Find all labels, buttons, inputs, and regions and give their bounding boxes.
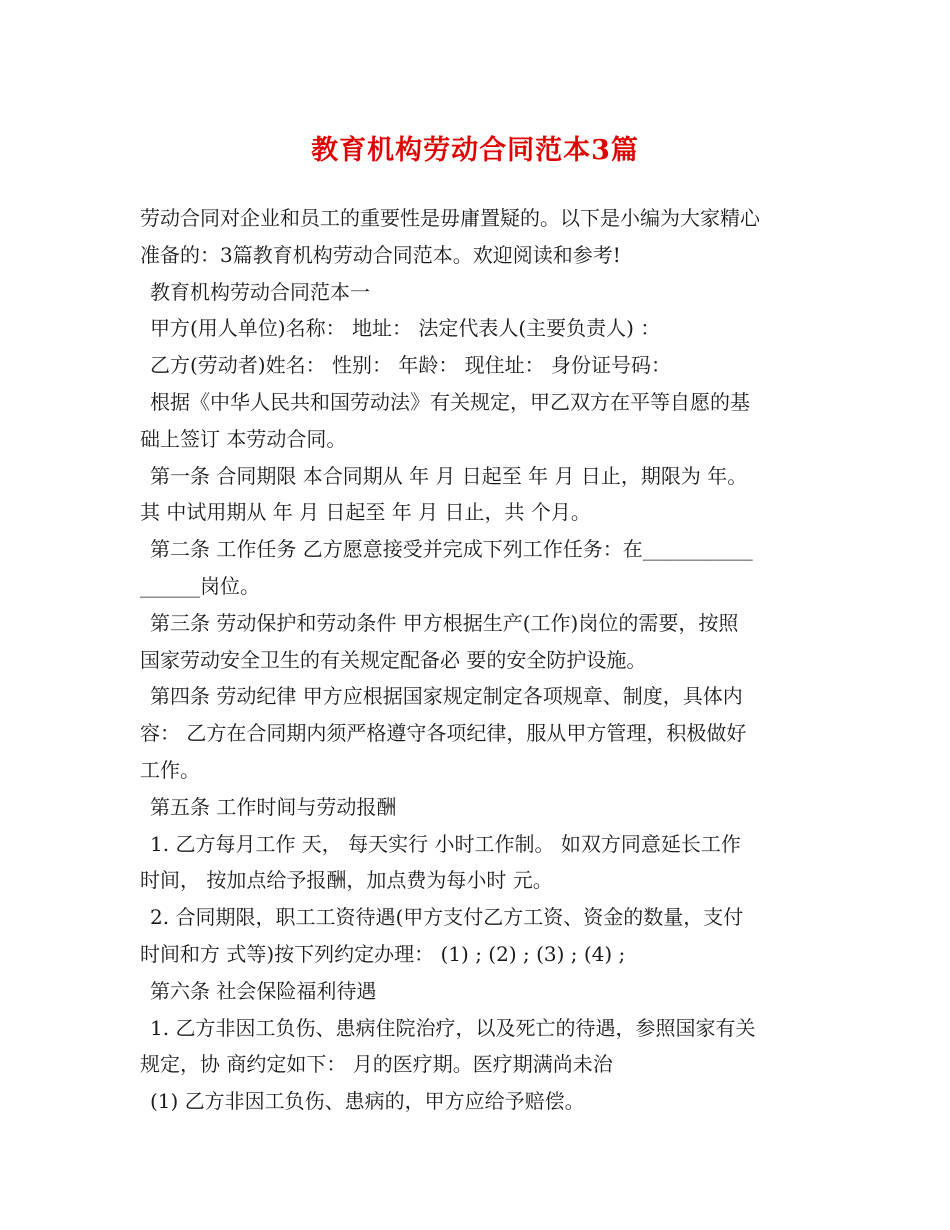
section-heading: 教育机构劳动合同范本一 <box>150 279 370 304</box>
paragraph-line: 时间和方 式等)按下列约定办理： (1) ; (2) ; (3) ; (4) ; <box>140 941 626 966</box>
paragraph-line: 第三条 劳动保护和劳动条件 甲方根据生产(工作)岗位的需要，按照 <box>150 610 739 635</box>
paragraph-line: 2. 合同期限，职工工资待遇(甲方支付乙方工资、资金的数量，支付 <box>150 905 744 930</box>
paragraph-line: 其 中试用期从 年 月 日起至 年 月 日止，共 个月。 <box>140 500 591 525</box>
paragraph-line: 第二条 工作任务 乙方愿意接受并完成下列工作任务：在___________ <box>150 537 753 562</box>
paragraph-line: 时间， 按加点给予报酬，加点费为每小时 元。 <box>140 868 553 893</box>
paragraph-line: 甲方(用人单位)名称： 地址： 法定代表人(主要负责人) ： <box>150 316 661 341</box>
paragraph-line: 国家劳动安全卫生的有关规定配备必 要的安全防护设施。 <box>140 647 647 672</box>
paragraph-line: 第六条 社会保险福利待遇 <box>150 978 377 1003</box>
paragraph-line: 第一条 合同期限 本合同期从 年 月 日起至 年 月 日止，期限为 年。 <box>150 463 748 488</box>
document-title: 教育机构劳动合同范本3篇 <box>311 135 639 166</box>
paragraph-line: 第五条 工作时间与劳动报酬 <box>150 794 397 819</box>
paragraph-line: 劳动合同对企业和员工的重要性是毋庸置疑的。以下是小编为大家精心 <box>140 206 760 230</box>
paragraph-line: 乙方(劳动者)姓名： 性别： 年龄： 现住址： 身份证号码： <box>150 353 672 378</box>
paragraph-line: ______岗位。 <box>140 573 260 598</box>
paragraph-line: 工作。 <box>140 757 200 782</box>
paragraph-line: 础上签订 本劳动合同。 <box>140 426 347 451</box>
paragraph-line: 第四条 劳动纪律 甲方应根据国家规定制定各项规章、制度，具体内 <box>150 684 743 709</box>
paragraph-line: 1. 乙方每月工作 天， 每天实行 小时工作制。 如双方同意延长工作 <box>150 831 741 856</box>
document-body <box>140 200 820 1120</box>
paragraph-line: 规定，协 商约定如下： 月的医疗期。医疗期满尚未治 <box>140 1052 613 1077</box>
paragraph-line: 容： 乙方在合同期内须严格遵守各项纪律，服从甲方管理，积极做好 <box>140 721 747 746</box>
paragraph-line: 准备的：3篇教育机构劳动合同范本。欢迎阅读和参考! <box>140 242 621 267</box>
paragraph-line: 根据《中华人民共和国劳动法》有关规定，甲乙双方在平等自愿的基 <box>150 389 750 414</box>
paragraph-line: 1. 乙方非因工负伤、患病住院治疗，以及死亡的待遇，参照国家有关 <box>150 1015 756 1040</box>
paragraph-line: (1) 乙方非因工负伤、患病的，甲方应给予赔偿。 <box>150 1089 585 1114</box>
